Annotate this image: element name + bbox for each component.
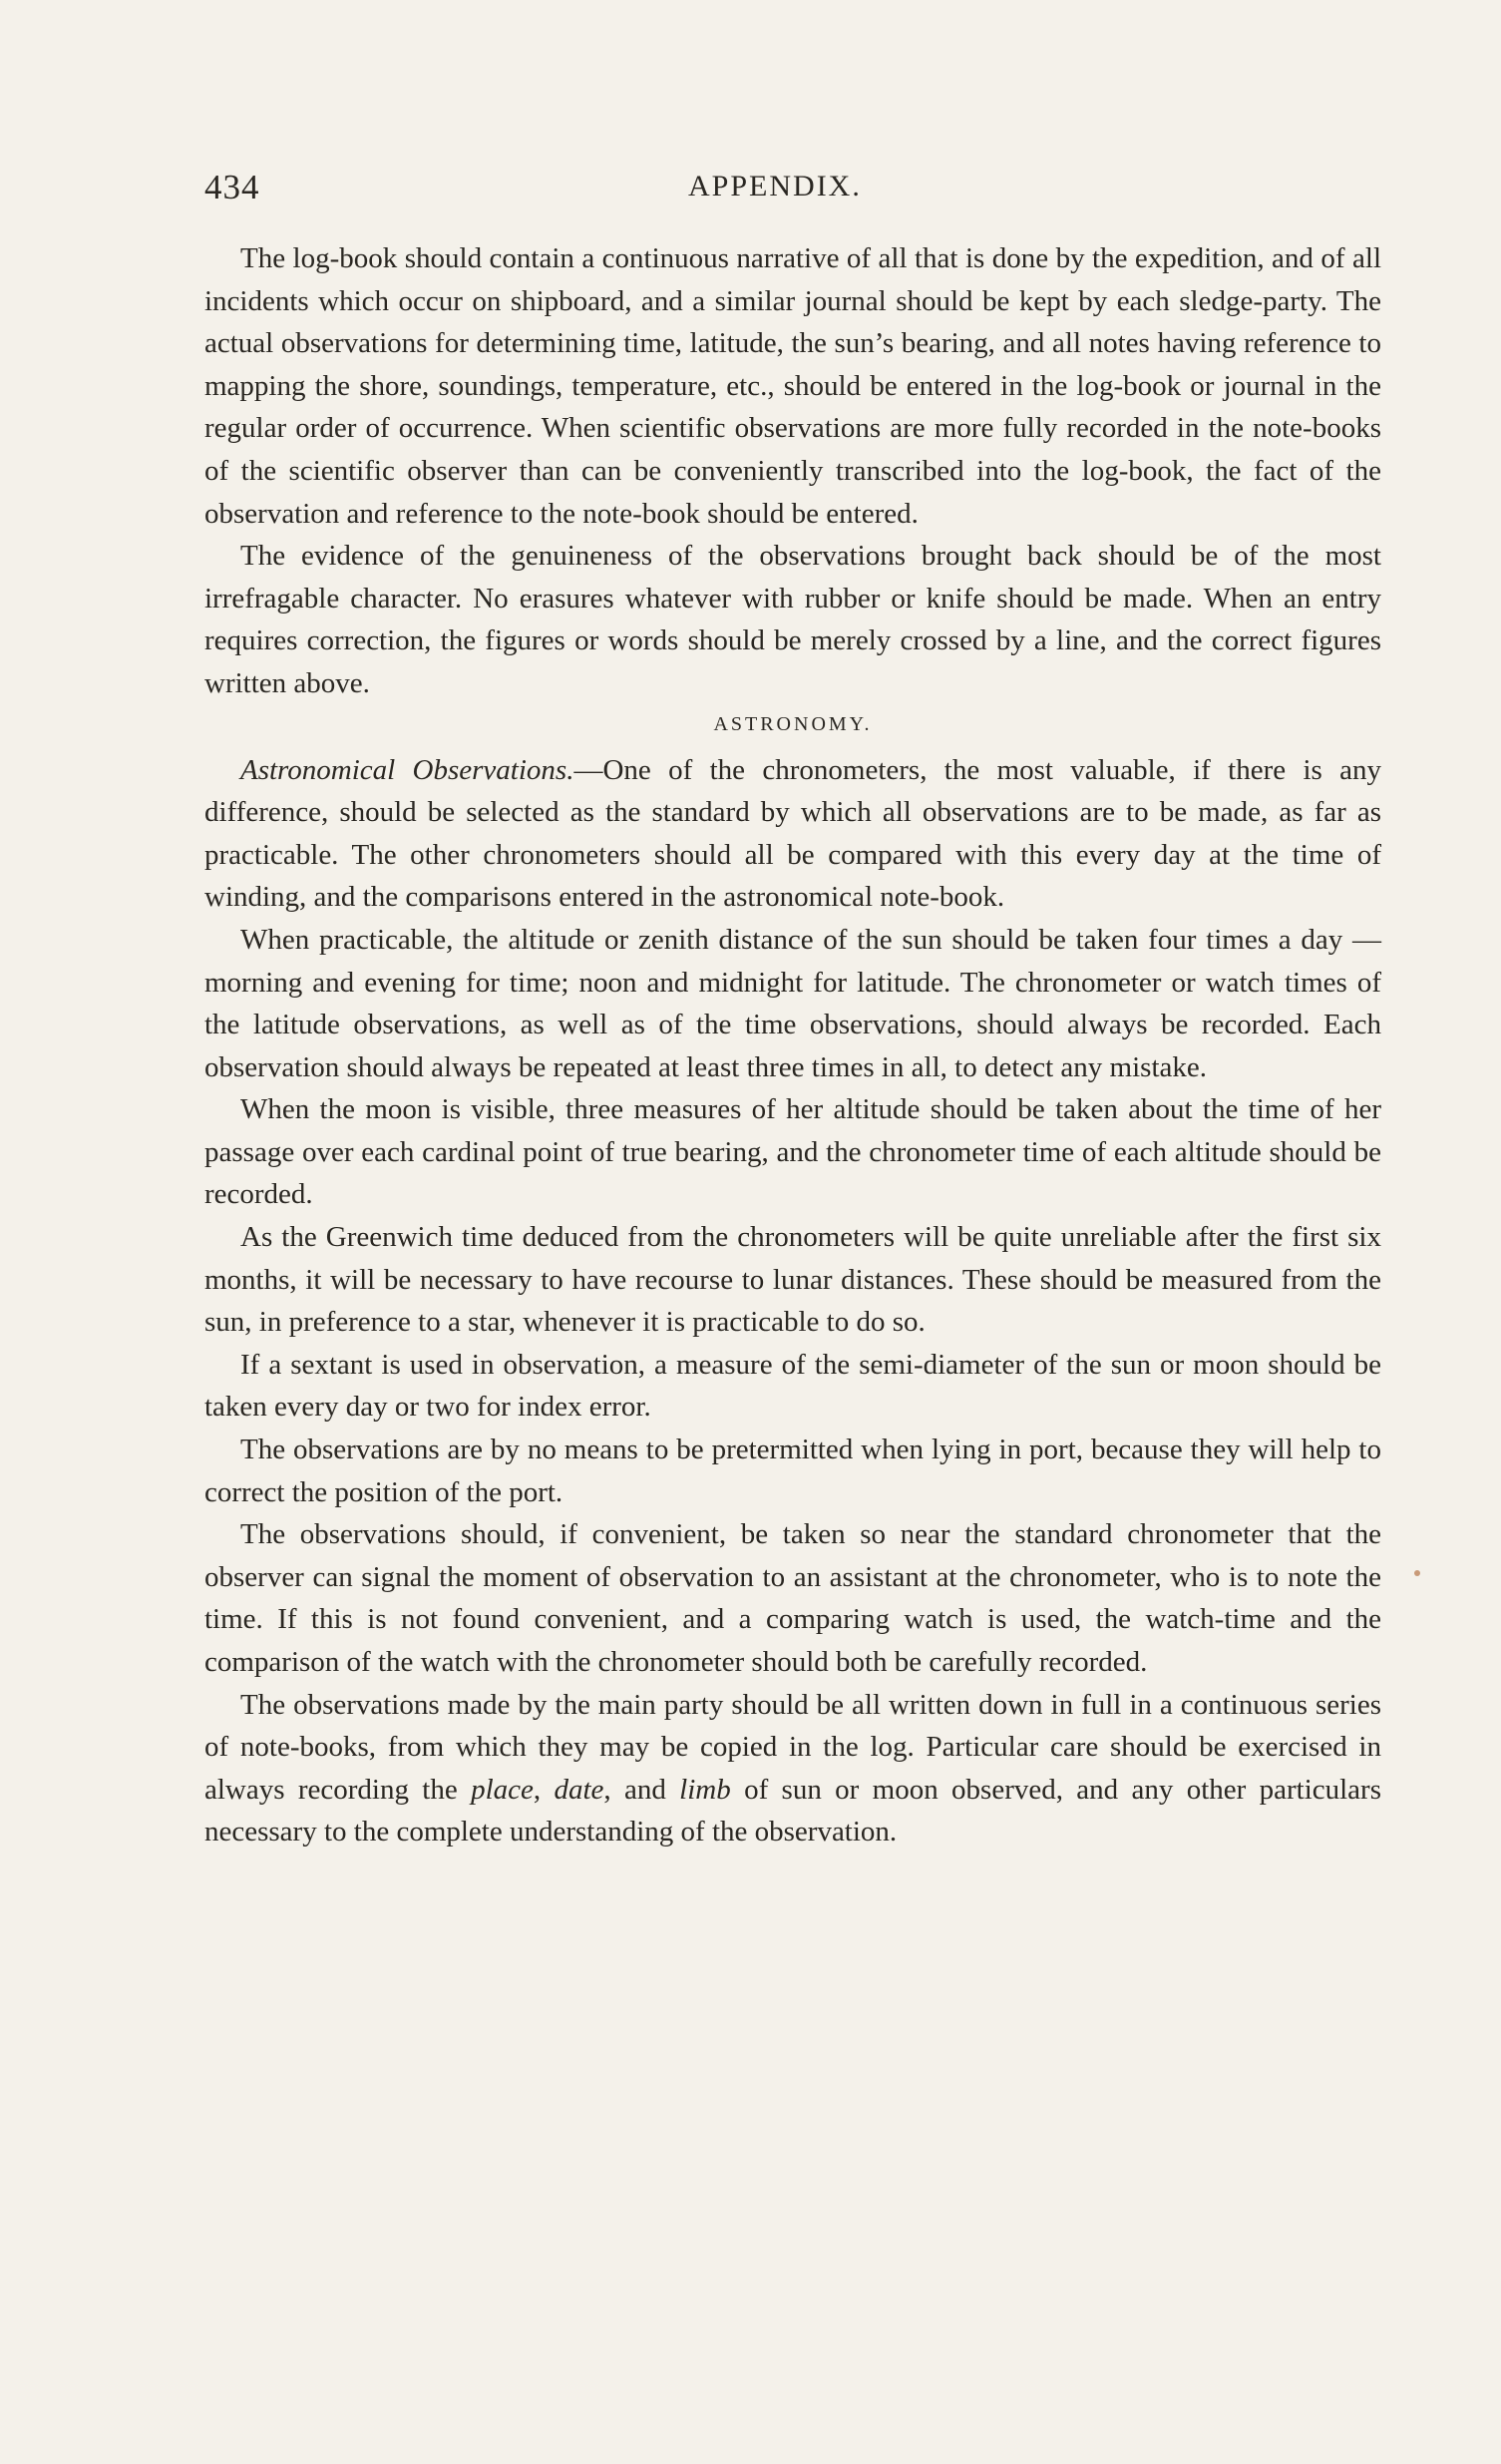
section-heading-astronomy: ASTRONOMY. <box>713 712 873 735</box>
paragraph-moon-measures: When the moon is visible, three measures of her altitude should be taken about the time of her passage over each cardinal point of true bearing, and the chronometer time of each altitude should be recorded. <box>204 1093 1381 1211</box>
body-text <box>204 237 1381 1853</box>
paragraph-sun-altitude: When practicable, the altitude or zenith distance of the sun should be taken four times a day — morning and evening for time; noon and midnight for latitude. The chronometer or watch times of the latitude observations, as well as of the time observations, should always be recorded. Each observation should always be repeated at least three times in all, to detect any mistake. <box>204 923 1381 1083</box>
running-title: APPENDIX. <box>688 170 862 203</box>
main-party-text-4: of sun or moon observed, and any other particulars necessary to the complete understanding of the observation. <box>204 1773 1381 1848</box>
paragraph-greenwich-time: As the Greenwich time deduced from the chronometers will be quite unreliable after the first six months, it will be necessary to have recourse to lunar distances. These should be measured from the sun, in preference to a star, whenever it is practicable to do so. <box>204 1221 1381 1339</box>
paragraph-main-party <box>204 1684 1381 1853</box>
ink-speck <box>1414 1570 1420 1576</box>
paragraph-sextant: If a sextant is used in observation, a measure of the semi-diameter of the sun or moon should be taken every day or two for index error. <box>204 1348 1381 1424</box>
paragraph-standard-chronometer: The observations should, if convenient, be taken so near the standard chronometer that the observer can signal the moment of observation to an assistant at the chronometer, who is to note the time. If this is not found convenient, and a comparing watch is used, the watch-time and the comparison of the watch with the chronometer should both be carefully recorded. <box>204 1518 1381 1678</box>
main-party-text-2: , <box>533 1773 555 1806</box>
emphasis-date: date <box>554 1773 604 1806</box>
main-party-text-1: The observations made by the main party should be all written down in full in a continuous series of note-books, from which they may be copied in the log. Particular care should be exercised in always recording the <box>204 1688 1381 1806</box>
page-number: 434 <box>204 168 260 206</box>
emphasis-place: place <box>471 1773 534 1806</box>
paragraph-log-book: The log-book should contain a continuous narrative of all that is done by the expedition, and of all incidents which occur on shipboard, and a similar journal should be kept by each sledge-party. The actual observations for determining time, latitude, the sun’s bearing, and all notes having reference to mapping the shore, soundings, temperature, etc., should be entered in the log-book or journal in the regular order of occurrence. When scientific observations are more fully recorded in the note-books of the scientific observer than can be conveniently transcribed into the log-book, the fact of the observation and reference to the note-book should be entered. <box>204 242 1381 530</box>
main-party-text-3: , and <box>603 1773 680 1806</box>
paragraph-port: The observations are by no means to be pretermitted when lying in port, because they will help to correct the position of the port. <box>204 1434 1381 1508</box>
paragraph-astronomical-observations <box>204 749 1381 919</box>
run-in-heading: Astronomical Observations. <box>240 753 574 786</box>
paragraph-evidence: The evidence of the genuineness of the observations brought back should be of the most irrefragable character. No erasures whatever with rubber or knife should be made. When an entry requires correction, the figures or words should be merely crossed by a line, and the correct figures written above. <box>204 540 1381 699</box>
running-head <box>204 168 1381 217</box>
paragraph-astronomical-observations-text: —One of the chronometers, the most valuable, if there is any difference, should be selected as the standard by which all observations are to be made, as far as practicable. The other chronometers should all be compared with this every day at the time of winding, and the comparisons entered in the astronomical note-book. <box>204 753 1381 914</box>
emphasis-limb: limb <box>679 1773 731 1806</box>
